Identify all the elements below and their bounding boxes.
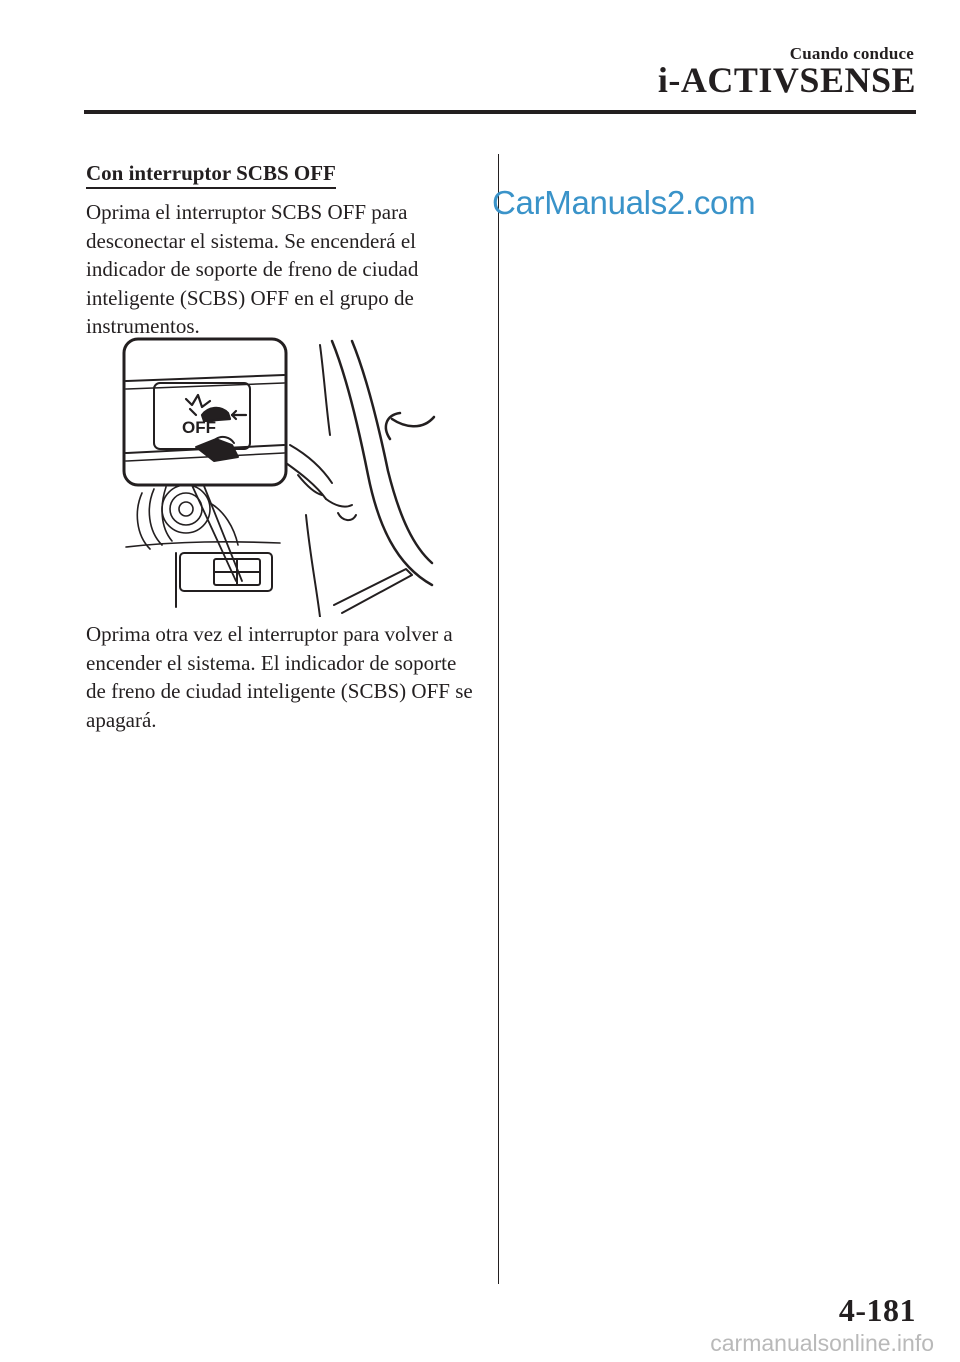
steering-column	[286, 345, 356, 617]
header-rule	[84, 110, 916, 114]
lower-switch-panel	[176, 553, 412, 613]
watermark-logo: CarManuals2.com	[492, 184, 756, 221]
subheading: Con interruptor SCBS OFF	[86, 160, 336, 189]
column-divider	[498, 154, 499, 1284]
page-number: 4-181	[838, 1292, 916, 1328]
instrument-cluster	[126, 485, 280, 549]
steering-wheel	[332, 341, 434, 585]
switch-off-label: OFF	[182, 418, 216, 437]
scbs-switch-illustration	[120, 335, 438, 617]
section-title: i-ACTIVSENSE	[657, 60, 916, 100]
footer-site-watermark: carmanualsonline.info	[710, 1330, 934, 1356]
paragraph-2: Oprima otra vez el interruptor para volver a encender el sistema. El indicador de soporte de freno de ciudad inteligente (SCBS) OFF se apagará.	[86, 622, 473, 732]
paragraph-1: Oprima el interruptor SCBS OFF para desconectar el sistema. Se encenderá el indicador de soporte de freno de ciudad inteligente (SCBS) OFF en el grupo de instrumentos.	[86, 200, 419, 338]
chapter-label: Cuando conduce	[789, 44, 914, 63]
